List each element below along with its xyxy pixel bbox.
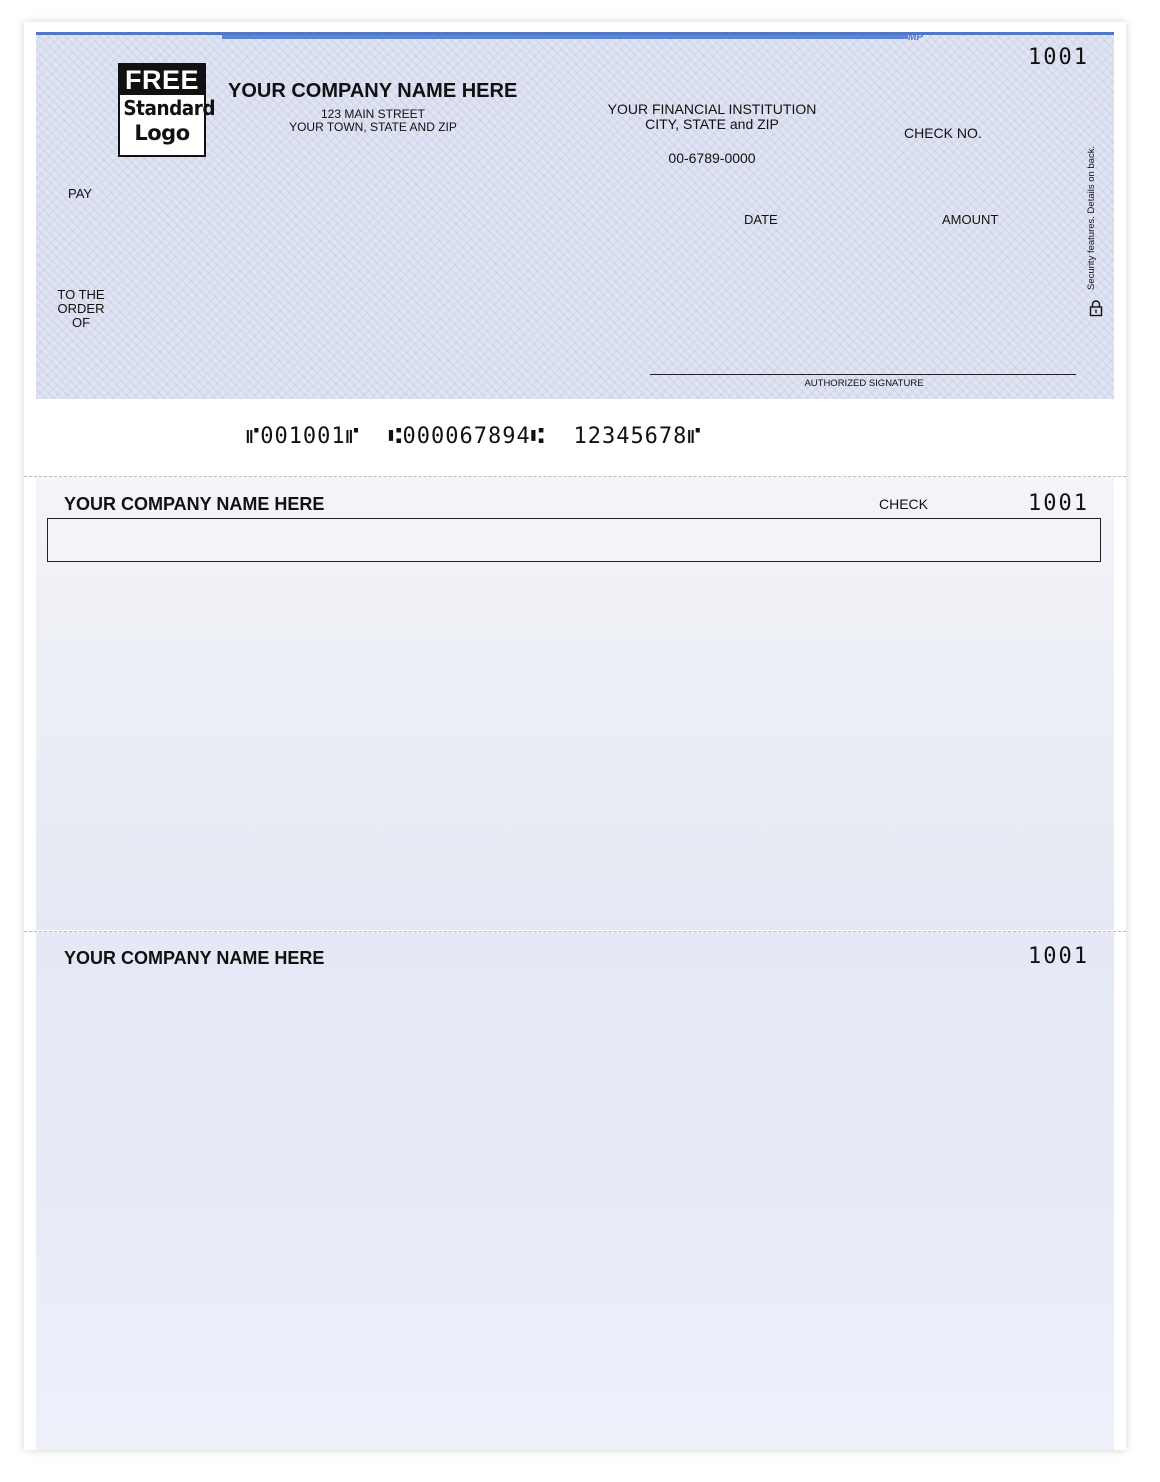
stub2-check-number: 1001 (1028, 944, 1089, 969)
check-number: 1001 (1028, 45, 1089, 70)
padlock-icon (1089, 299, 1103, 317)
stub-top (36, 477, 1114, 930)
order-line-1: TO THE (57, 287, 105, 302)
bank-fraction-code: 00-6789-0000 (668, 150, 756, 166)
stub2-company-name: YOUR COMPANY NAME HERE (64, 948, 325, 968)
order-line-3: OF (71, 315, 91, 330)
authorized-signature-label: AUTHORIZED SIGNATURE (804, 378, 924, 389)
micr-line: ⑈001001⑈ ⑆000067894⑆ 12345678⑈ (246, 424, 702, 449)
amount-label: AMOUNT (942, 212, 999, 227)
logo-logo-text: Logo (134, 121, 190, 145)
order-of-label (46, 288, 116, 330)
company-logo (118, 63, 216, 157)
logo-standard-text: Standard (123, 96, 216, 120)
top-accent-bar (222, 35, 908, 39)
logo-free-text: FREE (120, 65, 204, 95)
stub1-detail-box (47, 518, 1101, 562)
check-no-label: CHECK NO. (904, 125, 982, 141)
signature-line (650, 374, 1076, 375)
stub1-check-number: 1001 (1028, 491, 1089, 516)
stub1-check-label: CHECK (879, 496, 929, 512)
date-label: DATE (744, 212, 778, 227)
company-town: YOUR TOWN, STATE AND ZIP (289, 120, 457, 134)
order-line-2: ORDER (57, 301, 105, 316)
check-face (36, 32, 1114, 399)
company-name: YOUR COMPANY NAME HERE (228, 80, 518, 102)
bank-name: YOUR FINANCIAL INSTITUTION (607, 101, 817, 117)
company-street: 123 MAIN STREET (320, 107, 426, 121)
pay-label: PAY (68, 186, 93, 201)
brand-mark: MP (908, 32, 923, 43)
security-features-note: Security features. Details on back. (1086, 145, 1097, 290)
stub-bottom (36, 932, 1114, 1450)
stub1-company-name: YOUR COMPANY NAME HERE (64, 494, 325, 514)
check-sheet (24, 22, 1126, 1450)
bank-city: CITY, STATE and ZIP (645, 116, 779, 132)
